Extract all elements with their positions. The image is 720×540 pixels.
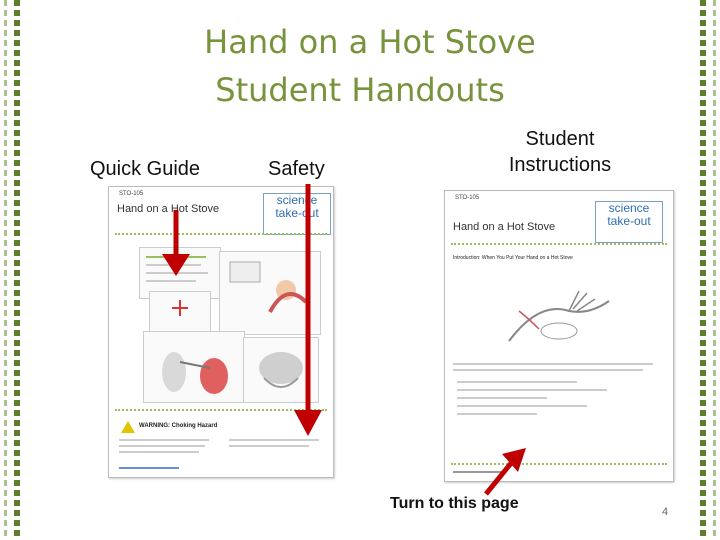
page-number: 4 [662,506,669,518]
handout-code: STO-105 [455,195,480,201]
science-take-out-logo: science take-out [263,193,331,235]
quick-guide-arrow-icon [160,210,192,280]
turn-page-arrow-icon [478,440,538,500]
section-heading: Introduction: When You Put Your Hand on a Hot Stove [453,255,573,261]
turn-to-page-caption: Turn to this page [390,495,519,512]
nervous-system-card [143,331,245,403]
safety-arrow-icon [292,184,324,442]
handout-code: STO-105 [119,191,144,197]
handout-title: Hand on a Hot Stove [117,203,220,215]
slide-title-line1: Hand on a Hot Stove [204,23,536,61]
warning-icon [121,421,135,433]
instructions-label-line2: Instructions [508,154,612,176]
handout-title: Hand on a Hot Stove [453,221,556,233]
instructions-label-line1: Student [525,128,595,150]
safety-label: Safety [268,158,325,180]
student-instructions-label [470,126,650,178]
hand-on-stove-illustration [499,271,629,351]
header-divider [451,243,667,245]
warning-title: WARNING: Choking Hazard [139,423,218,429]
slide-title-line2: Student Handouts [215,71,505,109]
quick-guide-label: Quick Guide [90,158,201,180]
nervous-system-icon [144,332,244,402]
science-take-out-logo: science take-out [595,201,663,243]
burner-icon [150,292,210,332]
stovetop-card [149,291,211,333]
student-instructions-handout-image [444,190,674,482]
